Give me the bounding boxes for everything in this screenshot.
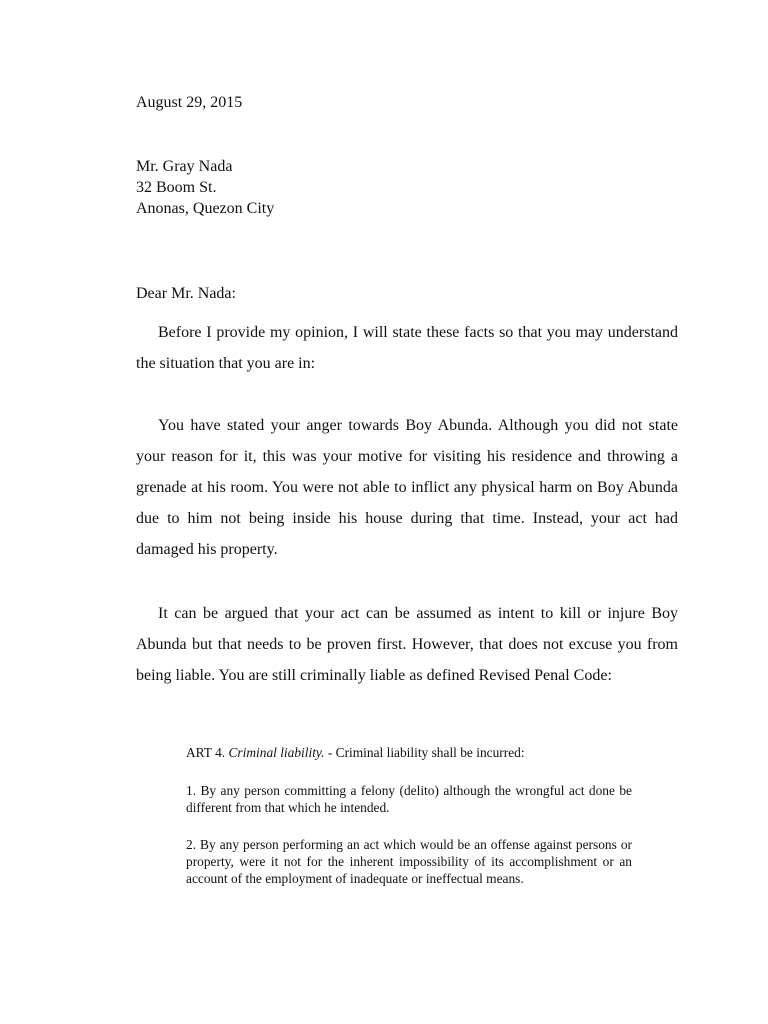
recipient-city: Anonas, Quezon City bbox=[136, 200, 275, 217]
article-title: Criminal liability. bbox=[228, 745, 325, 760]
paragraph-intro: Before I provide my opinion, I will state these facts so that you may understand the situation that you are in: bbox=[136, 324, 678, 372]
recipient-name: Mr. Gray Nada bbox=[136, 158, 233, 175]
salutation: Dear Mr. Nada: bbox=[136, 285, 236, 302]
article-label: ART 4. bbox=[186, 745, 226, 760]
paragraph-liability: It can be argued that your act can be assumed as intent to kill or injure Boy Abunda but that needs to be proven first. However, that does not excuse you from being liable. You are still criminally liable as defined Revised Penal Code: bbox=[136, 605, 678, 684]
recipient-street: 32 Boom St. bbox=[136, 179, 217, 196]
article-intro: - Criminal liability shall be incurred: bbox=[324, 745, 525, 760]
quote-article-heading bbox=[186, 744, 525, 761]
letter-date: August 29, 2015 bbox=[136, 94, 243, 111]
quote-item-2: 2. By any person performing an act which would be an offense against persons or property, were it not for the inherent impossibility of its accomplishment or an account of the employment of inadequate or ineffectual means. bbox=[186, 837, 632, 886]
paragraph-facts: You have stated your anger towards Boy Abunda. Although you did not state your reason for it, this was your motive for visiting his residence and throwing a grenade at his room. You were not able to inflict any physical harm on Boy Abunda due to him not being inside his house during that time. Instead, your act had damaged his property. bbox=[136, 417, 678, 558]
quote-item-1: 1. By any person committing a felony (delito) although the wrongful act done be different from that which he intended. bbox=[186, 783, 632, 815]
